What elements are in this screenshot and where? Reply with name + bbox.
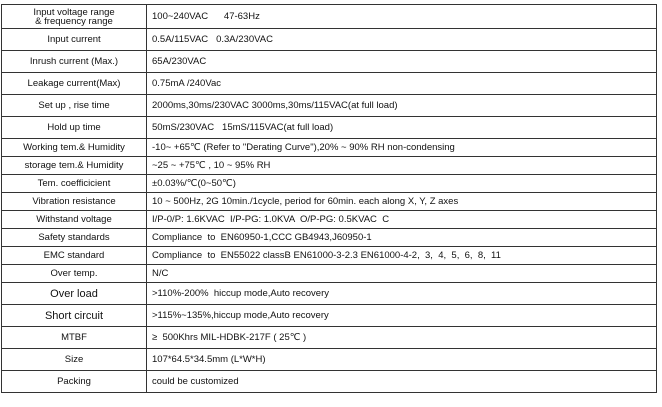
table-row <box>2 95 657 117</box>
table-row <box>2 157 657 175</box>
row-label: storage tem.& Humidity <box>2 157 147 175</box>
row-label: Leakage current(Max) <box>2 73 147 95</box>
row-value: 100~240VAC 47-63Hz <box>147 5 657 29</box>
row-value: >110%-200% hiccup mode,Auto recovery <box>147 283 657 305</box>
table-row <box>2 349 657 371</box>
table-row <box>2 139 657 157</box>
row-value: N/C <box>147 265 657 283</box>
row-value: ~25 ~ +75℃ , 10 ~ 95% RH <box>147 157 657 175</box>
row-value: 0.75mA /240Vac <box>147 73 657 95</box>
table-row <box>2 247 657 265</box>
row-value: >115%~135%,hiccup mode,Auto recovery <box>147 305 657 327</box>
row-value: could be customized <box>147 371 657 393</box>
row-label: Safety standards <box>2 229 147 247</box>
row-label-line2: & frequency range <box>35 15 113 27</box>
row-value: Compliance to EN55022 classB EN61000-3-2.3 EN61000-4-2, 3, 4, 5, 6, 8, 11 <box>147 247 657 265</box>
row-value: ±0.03%/℃(0~50℃) <box>147 175 657 193</box>
row-value: I/P-0/P: 1.6KVAC I/P-PG: 1.0KVA O/P-PG: 0.5KVAC C <box>147 211 657 229</box>
table-row <box>2 305 657 327</box>
table-row <box>2 265 657 283</box>
row-label: Over temp. <box>2 265 147 283</box>
table-row <box>2 73 657 95</box>
table-row <box>2 229 657 247</box>
table-row <box>2 29 657 51</box>
row-value: 65A/230VAC <box>147 51 657 73</box>
row-label: Hold up time <box>2 117 147 139</box>
row-label: Set up , rise time <box>2 95 147 117</box>
row-value: ≥ 500Khrs MIL-HDBK-217F ( 25℃ ) <box>147 327 657 349</box>
table-row <box>2 51 657 73</box>
row-label: MTBF <box>2 327 147 349</box>
row-label-line1: Input voltage range <box>33 6 115 18</box>
row-label: Working tem.& Humidity <box>2 139 147 157</box>
row-value: 2000ms,30ms/230VAC 3000ms,30ms/115VAC(at full load) <box>147 95 657 117</box>
table-row <box>2 117 657 139</box>
row-label: EMC standard <box>2 247 147 265</box>
row-label: Over load <box>2 283 147 305</box>
row-label: Tem. coefficicient <box>2 175 147 193</box>
row-label: Vibration resistance <box>2 193 147 211</box>
row-label: Withstand voltage <box>2 211 147 229</box>
table-row <box>2 5 657 29</box>
table-row <box>2 327 657 349</box>
row-value: -10~ +65℃ (Refer to "Derating Curve"),20% ~ 90% RH non-condensing <box>147 139 657 157</box>
table-row <box>2 175 657 193</box>
row-value: Compliance to EN60950-1,CCC GB4943,J60950-1 <box>147 229 657 247</box>
row-label: Packing <box>2 371 147 393</box>
row-value: 50mS/230VAC 15mS/115VAC(at full load) <box>147 117 657 139</box>
table-row <box>2 211 657 229</box>
row-label: Input current <box>2 29 147 51</box>
table-row <box>2 283 657 305</box>
row-label <box>2 5 147 29</box>
table-row <box>2 193 657 211</box>
row-value: 10 ~ 500Hz, 2G 10min./1cycle, period for 60min. each along X, Y, Z axes <box>147 193 657 211</box>
row-label: Size <box>2 349 147 371</box>
row-value: 107*64.5*34.5mm (L*W*H) <box>147 349 657 371</box>
spec-table <box>1 4 657 393</box>
table-row <box>2 371 657 393</box>
row-label: Short circuit <box>2 305 147 327</box>
row-value: 0.5A/115VAC 0.3A/230VAC <box>147 29 657 51</box>
row-label: Inrush current (Max.) <box>2 51 147 73</box>
